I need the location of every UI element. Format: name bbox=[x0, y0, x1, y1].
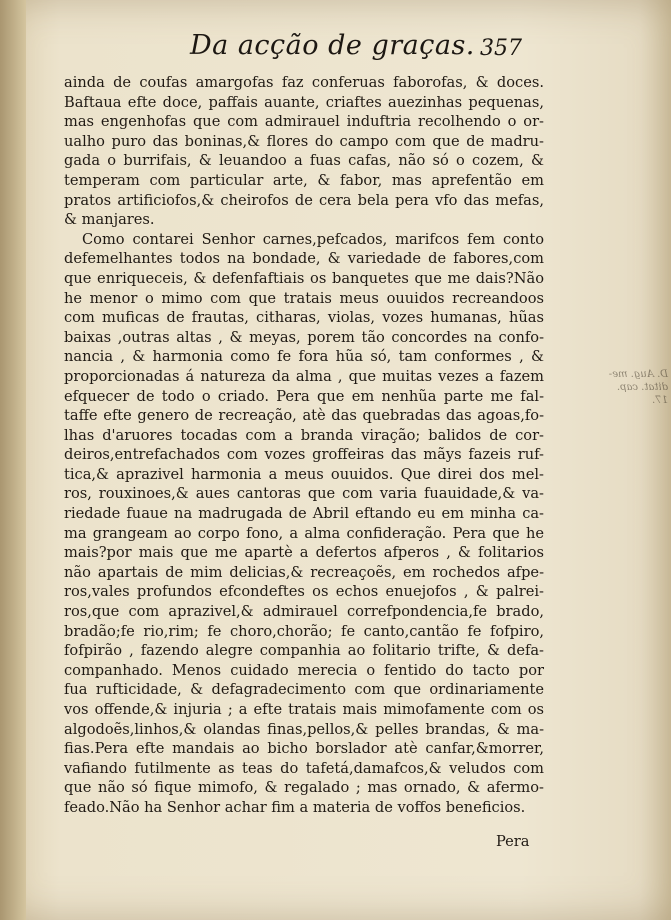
text-line: bradão;fe rio,rim; fe choro,chorão; fe canto,cantão fe fofpiro, bbox=[64, 622, 544, 640]
page-number: 357 bbox=[480, 36, 522, 61]
text-line: nancia , & harmonia como fe fora hũa só, tam conformes , & bbox=[64, 348, 544, 366]
text-line: efquecer de todo o criado. Pera que em nenhũa parte me fal- bbox=[64, 387, 544, 405]
text-line: algodoẽs,linhos,& olandas finas,pellos,& pelles brandas, & ma- bbox=[64, 720, 544, 738]
text-line: que não só fique mimofo, & regalado ; mas ornado, & afermo- bbox=[64, 779, 544, 797]
running-head: Da acção de graças. bbox=[190, 30, 475, 61]
text-line: ros, rouxinoes,& aues cantoras que com varia fuauidade,& va- bbox=[64, 485, 544, 503]
text-line: vafiando futilmente as teas do tafetá,damafcos,& veludos com bbox=[64, 759, 544, 777]
page-header bbox=[190, 30, 550, 70]
text-line: lhas d'aruores tocadas com a branda viração; balidos de cor- bbox=[64, 426, 544, 444]
text-line: ros,que com aprazivel,& admirauel correfpondencia,fe brado, bbox=[64, 603, 544, 621]
text-line: ainda de coufas amargofas faz conferuas faborofas, & doces. bbox=[64, 74, 544, 91]
text-line: baixas ,outras altas , & meyas, porem tão concordes na confo- bbox=[64, 328, 544, 346]
text-line: & manjares. bbox=[64, 211, 155, 229]
text-line: Como contarei Senhor carnes,pefcados, marifcos fem conto bbox=[82, 230, 544, 248]
text-line: vos offende,& injuria ; a efte tratais mais mimofamente com os bbox=[64, 701, 544, 718]
margin-note-bleedthrough: D. Aug. me-ditat. cap. 17. bbox=[608, 369, 668, 406]
text-line: taffe efte genero de recreação, atè das quebradas das agoas,fo- bbox=[64, 407, 544, 425]
catchword: Pera bbox=[496, 833, 530, 850]
binding-gutter bbox=[0, 0, 26, 920]
text-line: ros,vales profundos efcondeftes os echos enuejofos , & palrei- bbox=[64, 583, 544, 601]
text-line: tica,& aprazivel harmonia a meus ouuidos. Que direi dos mel- bbox=[64, 465, 544, 483]
text-line: fofpirão , fazendo alegre companhia ao folitario trifte, & defa- bbox=[64, 642, 544, 660]
text-line: gada o burrifais, & leuandoo a fuas cafas, não só o cozem, & bbox=[64, 152, 544, 170]
text-line: ma grangeam ao corpo fono, a alma confideração. Pera que he bbox=[64, 524, 544, 542]
text-line: mais?por mais que me apartè a defertos afperos , & folitarios bbox=[64, 544, 544, 562]
text-line: feado.Não ha Senhor achar fim a materia de voffos beneficios. bbox=[64, 798, 526, 816]
text-line: companhado. Menos cuidado merecia o fentido do tacto por bbox=[64, 661, 544, 679]
text-line: com muficas de frautas, citharas, violas, vozes humanas, hũas bbox=[64, 309, 544, 327]
text-line: fias.Pera efte mandais ao bicho borslador atè canfar,&morrer, bbox=[64, 740, 544, 758]
text-line: não apartais de mim delicias,& recreaçoẽs, em rochedos afpe- bbox=[64, 563, 544, 581]
text-line: temperam com particular arte, & fabor, mas aprefentão em bbox=[64, 171, 544, 189]
text-line: Baftaua efte doce, paffais auante, criaftes auezinhas pequenas, bbox=[64, 93, 544, 111]
text-line: que enriqueceis, & defenfaftiais os banquetes que me dais?Não bbox=[64, 269, 544, 287]
text-line: defemelhantes todos na bondade, & variedade de fabores,com bbox=[64, 250, 544, 268]
text-line: mas engenhofas que com admirauel induftria recolhendo o or- bbox=[64, 113, 544, 131]
text-line: fua rufticidade, & defagradecimento com que ordinariamente bbox=[64, 681, 544, 699]
text-line: he menor o mimo com que tratais meus ouuidos recreandoos bbox=[64, 289, 544, 307]
body-text bbox=[64, 73, 544, 818]
text-line: pratos artificiofos,& cheirofos de cera bela pera vfo das mefas, bbox=[64, 191, 544, 209]
text-line: deiros,entrefachados com vozes groffeiras das mãys fazeis ruf- bbox=[64, 446, 544, 464]
text-line: riedade fuaue na madrugada de Abril eftando eu em minha ca- bbox=[64, 505, 544, 523]
text-line: ualho puro das boninas,& flores do campo com que de madru- bbox=[64, 132, 544, 150]
text-line: proporcionadas á natureza da alma , que muitas vezes a fazem bbox=[64, 367, 544, 385]
